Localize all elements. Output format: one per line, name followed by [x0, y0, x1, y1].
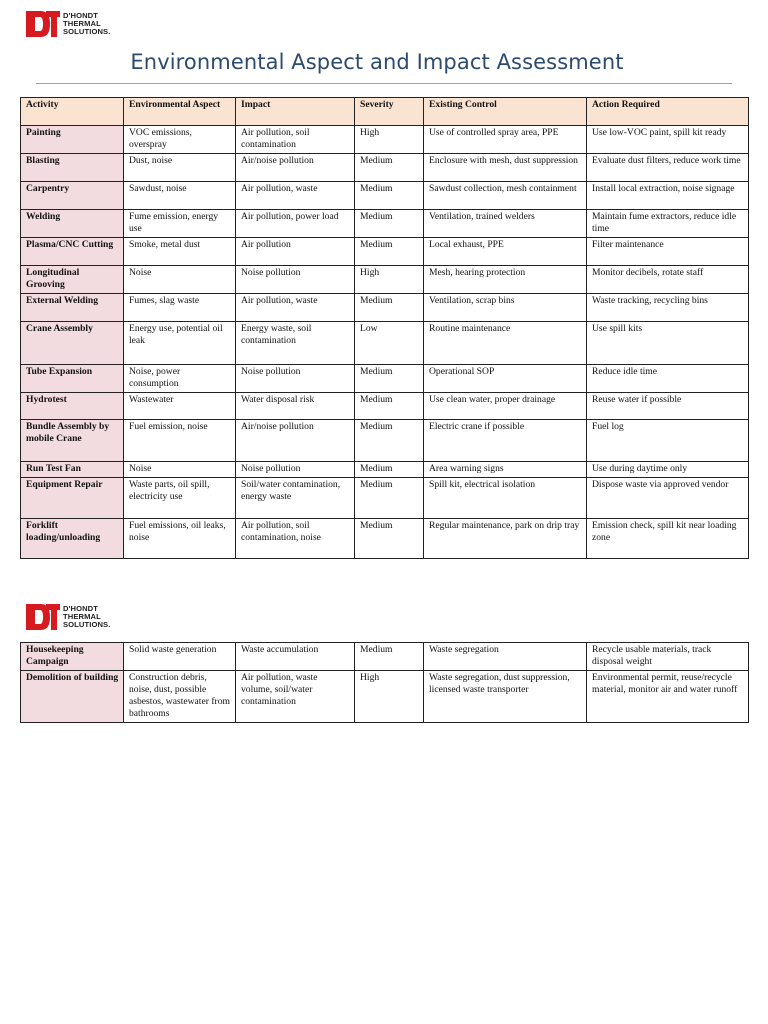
table-row: [21, 210, 749, 238]
cell-severity: Medium: [355, 154, 424, 182]
cell-impact: Waste accumulation: [236, 643, 355, 671]
cell-activity: Equipment Repair: [21, 478, 124, 519]
table-row: [21, 322, 749, 365]
cell-activity: Crane Assembly: [21, 322, 124, 365]
cell-aspect: Sawdust, noise: [124, 182, 236, 210]
cell-severity: High: [355, 126, 424, 154]
cell-severity: Medium: [355, 478, 424, 519]
cell-action: Monitor decibels, rotate staff: [587, 266, 749, 294]
cell-activity: Bundle Assembly by mobile Crane: [21, 420, 124, 462]
table-row: [21, 238, 749, 266]
cell-aspect: Dust, noise: [124, 154, 236, 182]
cell-control: Sawdust collection, mesh containment: [424, 182, 587, 210]
table-row: [21, 462, 749, 478]
cell-action: Use during daytime only: [587, 462, 749, 478]
cell-control: Area warning signs: [424, 462, 587, 478]
logo-wordmark: [63, 12, 110, 37]
cell-severity: Medium: [355, 420, 424, 462]
cell-severity: Medium: [355, 519, 424, 559]
cell-action: Use low-VOC paint, spill kit ready: [587, 126, 749, 154]
cell-control: Use of controlled spray area, PPE: [424, 126, 587, 154]
cell-activity: Plasma/CNC Cutting: [21, 238, 124, 266]
cell-activity: External Welding: [21, 294, 124, 322]
cell-action: Dispose waste via approved vendor: [587, 478, 749, 519]
cell-severity: Medium: [355, 238, 424, 266]
table-row: [21, 671, 749, 723]
cell-impact: Air/noise pollution: [236, 420, 355, 462]
cell-control: Ventilation, scrap bins: [424, 294, 587, 322]
header-impact: Impact: [236, 98, 355, 126]
table-header-row: [21, 98, 749, 126]
dt-logo-mark-icon: [26, 10, 60, 38]
cell-activity: Housekeeping Campaign: [21, 643, 124, 671]
cell-aspect: Noise, power consumption: [124, 365, 236, 393]
cell-control: Ventilation, trained welders: [424, 210, 587, 238]
cell-aspect: Solid waste generation: [124, 643, 236, 671]
assessment-table: [20, 97, 749, 559]
cell-action: Install local extraction, noise signage: [587, 182, 749, 210]
dt-logo-mark-icon: [26, 603, 60, 631]
cell-activity: Welding: [21, 210, 124, 238]
company-logo: [26, 10, 110, 38]
cell-control: Enclosure with mesh, dust suppression: [424, 154, 587, 182]
cell-impact: Air pollution, waste: [236, 182, 355, 210]
cell-action: Waste tracking, recycling bins: [587, 294, 749, 322]
cell-action: Emission check, spill kit near loading zone: [587, 519, 749, 559]
header-action: Action Required: [587, 98, 749, 126]
cell-impact: Noise pollution: [236, 365, 355, 393]
cell-aspect: Waste parts, oil spill, electricity use: [124, 478, 236, 519]
logo-line: D'HONDT: [63, 603, 98, 613]
cell-action: Maintain fume extractors, reduce idle time: [587, 210, 749, 238]
cell-control: Operational SOP: [424, 365, 587, 393]
cell-aspect: Fuel emission, noise: [124, 420, 236, 462]
cell-control: Waste segregation, dust suppression, licensed waste transporter: [424, 671, 587, 723]
title-divider: [36, 83, 732, 84]
cell-activity: Run Test Fan: [21, 462, 124, 478]
cell-action: Filter maintenance: [587, 238, 749, 266]
cell-control: Mesh, hearing protection: [424, 266, 587, 294]
cell-impact: Air pollution, waste: [236, 294, 355, 322]
header-severity: Severity: [355, 98, 424, 126]
cell-action: Use spill kits: [587, 322, 749, 365]
cell-activity: Forklift loading/unloading: [21, 519, 124, 559]
cell-control: Spill kit, electrical isolation: [424, 478, 587, 519]
cell-severity: Medium: [355, 294, 424, 322]
table-row: [21, 393, 749, 420]
cell-severity: Medium: [355, 462, 424, 478]
table-row: [21, 294, 749, 322]
cell-impact: Air pollution, waste volume, soil/water contamination: [236, 671, 355, 723]
cell-severity: Medium: [355, 210, 424, 238]
cell-activity: Tube Expansion: [21, 365, 124, 393]
cell-control: Local exhaust, PPE: [424, 238, 587, 266]
cell-aspect: Noise: [124, 462, 236, 478]
cell-impact: Noise pollution: [236, 462, 355, 478]
header-aspect: Environmental Aspect: [124, 98, 236, 126]
cell-aspect: Wastewater: [124, 393, 236, 420]
cell-impact: Air pollution, soil contamination: [236, 126, 355, 154]
cell-control: Regular maintenance, park on drip tray: [424, 519, 587, 559]
cell-impact: Air pollution: [236, 238, 355, 266]
logo-line: SOLUTIONS.: [63, 27, 111, 37]
table-row: [21, 126, 749, 154]
table-row: [21, 478, 749, 519]
cell-impact: Air/noise pollution: [236, 154, 355, 182]
table-row: [21, 420, 749, 462]
table-row: [21, 519, 749, 559]
cell-activity: Carpentry: [21, 182, 124, 210]
cell-impact: Water disposal risk: [236, 393, 355, 420]
cell-aspect: Fume emission, energy use: [124, 210, 236, 238]
cell-activity: Demolition of building: [21, 671, 124, 723]
cell-severity: Medium: [355, 643, 424, 671]
page-title: Environmental Aspect and Impact Assessment: [130, 50, 624, 74]
cell-activity: Longitudinal Grooving: [21, 266, 124, 294]
company-logo: [26, 603, 110, 631]
cell-action: Reuse water if possible: [587, 393, 749, 420]
cell-impact: Air pollution, soil contamination, noise: [236, 519, 355, 559]
cell-action: Fuel log: [587, 420, 749, 462]
table-row: [21, 154, 749, 182]
cell-impact: Noise pollution: [236, 266, 355, 294]
logo-line: THERMAL: [63, 18, 101, 28]
cell-action: Reduce idle time: [587, 365, 749, 393]
cell-aspect: Smoke, metal dust: [124, 238, 236, 266]
cell-severity: High: [355, 671, 424, 723]
cell-action: Environmental permit, reuse/recycle material, monitor air and water runoff: [587, 671, 749, 723]
table-row: [21, 266, 749, 294]
logo-wordmark: [63, 605, 110, 630]
cell-activity: Painting: [21, 126, 124, 154]
cell-severity: Medium: [355, 393, 424, 420]
logo-line: THERMAL: [63, 611, 101, 621]
cell-control: Electric crane if possible: [424, 420, 587, 462]
cell-aspect: Energy use, potential oil leak: [124, 322, 236, 365]
header-control: Existing Control: [424, 98, 587, 126]
cell-severity: Low: [355, 322, 424, 365]
logo-line: D'HONDT: [63, 10, 98, 20]
cell-severity: High: [355, 266, 424, 294]
cell-aspect: Fumes, slag waste: [124, 294, 236, 322]
cell-impact: Soil/water contamination, energy waste: [236, 478, 355, 519]
cell-aspect: Construction debris, noise, dust, possible asbestos, wastewater from bathrooms: [124, 671, 236, 723]
cell-severity: Medium: [355, 182, 424, 210]
cell-severity: Medium: [355, 365, 424, 393]
cell-control: Use clean water, proper drainage: [424, 393, 587, 420]
header-activity: Activity: [21, 98, 124, 126]
cell-action: Evaluate dust filters, reduce work time: [587, 154, 749, 182]
cell-aspect: Noise: [124, 266, 236, 294]
cell-control: Routine maintenance: [424, 322, 587, 365]
cell-control: Waste segregation: [424, 643, 587, 671]
cell-action: Recycle usable materials, track disposal weight: [587, 643, 749, 671]
cell-impact: Energy waste, soil contamination: [236, 322, 355, 365]
table-row: [21, 643, 749, 671]
cell-activity: Blasting: [21, 154, 124, 182]
table-row: [21, 365, 749, 393]
cell-aspect: Fuel emissions, oil leaks, noise: [124, 519, 236, 559]
cell-activity: Hydrotest: [21, 393, 124, 420]
logo-line: SOLUTIONS.: [63, 620, 111, 630]
assessment-table-continued: [20, 642, 749, 723]
cell-aspect: VOC emissions, overspray: [124, 126, 236, 154]
table-row: [21, 182, 749, 210]
cell-impact: Air pollution, power load: [236, 210, 355, 238]
